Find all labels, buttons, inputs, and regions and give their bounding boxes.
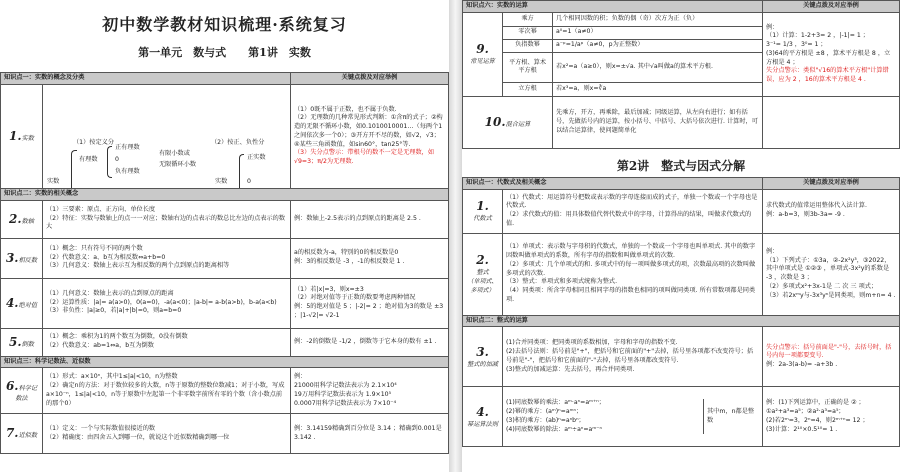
lecture-title: 第2讲 整式与因式分解 [616, 158, 746, 173]
left-page [0, 0, 449, 472]
table-row: 立方根 若x³=a，则x=∛a [463, 82, 900, 96]
section-header: 知识点一：代数式及相关概念 关键点拨及对应举例 [463, 177, 900, 189]
table-row: 负指数幂 a⁻ᵖ=1/aᵖ（a≠0，p为正整数） [463, 39, 900, 52]
section-header: 知识点一：实数的概念及分类 关键点拨及对应举例 [1, 73, 449, 85]
document-title: 初中数学教材知识梳理·系统复习 [102, 15, 347, 34]
unit-lecture-heading: 第一单元 数与式 第1讲 实数 [138, 46, 311, 59]
table-row: 7.近似数 （1）定义：一个与实际数值很接近的数 （2）精确度：由四舍五入到哪一位，就说这个近似数精确到哪一位 例：3.14159精确到百分位是 3.14 ；精确到0.001是 3.142 . [1, 414, 449, 454]
brace [107, 146, 112, 178]
table-row: 4. 幂运算法则 (1)同底数幂的乘法：aᵐ·aⁿ=aᵐ⁺ⁿ； (2)幂的乘方：(aᵐ)ⁿ=aᵐⁿ； (3)积的乘方：(ab)ⁿ=aⁿbⁿ； (4)同底数幂的除法：aᵐ÷aⁿ=aᵐ⁻ⁿ 其中m，n都是整数 例：(1)下列运算中，正确的是 ② ；①a²+a³=a⁵；②a²·a³=a⁵； (2)若2ᵐ=3，2ⁿ=4，则2ᵐ⁺ⁿ= 12 ； (3)计算：2¹⁰×0.5¹⁰= 1 . [463, 387, 900, 447]
table-row: 2.数轴 （1）三要素：原点、正方向、单位长度 （2）特征：实数与数轴上的点一一对应；数轴右边的点表示的数总比左边的点表示的数大 例：数轴上-2.5表示的点到原点的距离是 2.5 . [1, 200, 449, 238]
table-row: 零次幂 a⁰=1（a≠0） [463, 26, 900, 39]
table-row: 平方根、算术平方根 若x²=a（a≥0），则x=±√a. 其中√a叫做a的算术平方根. [463, 52, 900, 82]
table-row: 3. 整式的加减 (1)合并同类项：把同类项的系数相加，字母和字母的指数不变. (2)去括号法则：括号前是"+"，把括号和它前面的"+"去掉，括号里各项都不改变符号；括号前是"-"，把括号和它前面的"-"去掉，括号里各项都改变符号. (3)整式的加减运算：先去括号，再合并同类项. 失分点警示：括号前面是"-"号，去括号时，括号内每一项都要变号. 例：2a-3(a-b)= -a+3b . [463, 327, 900, 387]
section-header: 知识点二：整式的运算 [463, 315, 900, 327]
right-page [462, 0, 900, 472]
table-row: 9. 常见运算 乘方 几个相同因数的积；负数的偶（奇）次方为正（负） 例： （1）计算：1-2+3= 2 ，|-1|= 1 ； 3⁻¹= 1/3 ，3⁰= 1 ； (3)64的平方根是 ±8 ，算术平方根是 8 ，立方根是 4 ； 失分点警示：类似"√16的算术平方根"计算错误，应为 2 ，16的算术平方根是 4 . [463, 12, 900, 26]
table-row [1, 84, 449, 188]
table-row: 10.混合运算 先乘方，开方，再乘除，最后加减；同级运算，从左向右进行；如有括号，先做括号内的运算，按小括号、中括号、大括号依次进行. 计算时，可以结合运算律，使问题简单化 [463, 96, 900, 148]
knowledge-table-left [0, 72, 449, 454]
brace [239, 154, 244, 188]
brace [71, 150, 77, 188]
table-row: 1. 代数式 （1）代数式：用运算符号把数或表示数的字母连接而成的式子，单独一个数或一个字母也是代数式. （2）求代数式的值：用具体数值代替代数式中的字母，计算得出的结果，叫做求代数式的值. 求代数式的值常运用整体代入法计算. 例：a-b=3，则3b-3a= -9 . [463, 189, 900, 233]
section-header: 知识点六：实数的运算 关键点拨及对应举例 [463, 1, 900, 13]
table-row: 3.相反数 （1）概念：只有符号不同的两个数 （2）代数意义：a、b互为相反数⇔a+b=0 （3）几何意义：数轴上表示互为相反数的两个点到原点的距离相等 a的相反数为-a，特别的0的相反数是0 例：3的相反数是 -3 ，-1的相反数是 1 . [1, 238, 449, 278]
row-label: 1.实数 [1, 84, 43, 188]
section-header: 知识点二：实数的相关概念 [1, 188, 449, 200]
page-gutter [449, 0, 462, 472]
table-row: 6.科学记数法 （1）形式：a×10ⁿ，其中1≤|a|<10，n为整数 （2）确定n的方法：对于数位较多的大数，n等于原数的整数位数减1；对于小数，写成a×10⁻ⁿ，1≤|a|<10，n等于原数中左起第一个非零数字前所有零的个数（含小数点前的那个0） 例： 21000用科学记数法表示为 2.1×10⁴ 19万用科学记数法表示为 1.9×10⁵ 0.0007用科学记数法表示为 7×10⁻⁴ [1, 368, 449, 414]
table-row: 5.倒数 （1）概念：乘积为1的两个数互为倒数，0没有倒数 （2）代数意义：ab=1⇔a，b互为倒数 例：-2的倒数是 -1/2 ，倒数等于它本身的数有 ±1 . [1, 328, 449, 356]
table-row: 4.绝对值 （1）几何意义：数轴上表示的点到原点的距离 （2）运算性质：|a|= a(a>0)，0(a=0)，-a(a<0)；|a-b|= a-b(a>b)，b-a(a<b) （3）非负性：|a|≥0，若|a|+|b|=0，则a=b=0 （1）若|x|=3，则x=±3 （2）对绝对值等于正数的数要考虑两种情况 例：5的绝对值是 5 ；|-2|= 2 ；绝对值为3的数是 ±3 ；|1-√2|= √2-1 [1, 278, 449, 328]
table-row: 2. 整式 （单项式、多项式） （1）单项式：表示数与字母积的代数式，单独的一个数或一个字母也叫单项式. 其中的数字因数叫做单项式的系数，所有字母的指数和叫做单项式的次数. （2）多项式：几个单项式的和. 多项式中的每一项叫做多项式的项，次数最高项的次数叫做多项式的次数. （3）整式：单项式和多项式统称为整式. （4）同类项：所含字母相同且相同字母的指数也相同的项叫做同类项. 所有常数项都是同类项. 例： （1）下列式子：①3a，②-2x²y³，③2022，其中单项式是 ①②③ ，单项式-3x²y的系数是 -3 ，次数是 3 ； （2）多项式x²+3x-1是 二 次 三 项式； （3）若2xᵐy与-3x³yⁿ是同类项，则m+n= 4 . [463, 233, 900, 315]
knowledge-table-operations [462, 0, 900, 149]
knowledge-table-algebra [462, 177, 900, 448]
key-notes: （1）0既不属于正数，也不属于负数. （2）无理数的几种常见形式判断：①含π的式子；②构造的无限不循环小数，如0.1010010001…（每两个1之间依次多一个0）；③开方开不尽的数，如√2，√3；④某些三角函数值，如sin60°，tan25°等. （3）失分点警示：带根号的数不一定是无理数，如√9=3；π/2为无理数. [291, 84, 449, 188]
section-header: 知识点三：科学记数法、近似数 [1, 356, 449, 368]
classification-diagram: （1）按定义分 （2）按正、负性分 实数 有理数 正有理数 0 负有理数 有限小数或 无限循环小数 实数 正实数 0 [43, 84, 291, 188]
